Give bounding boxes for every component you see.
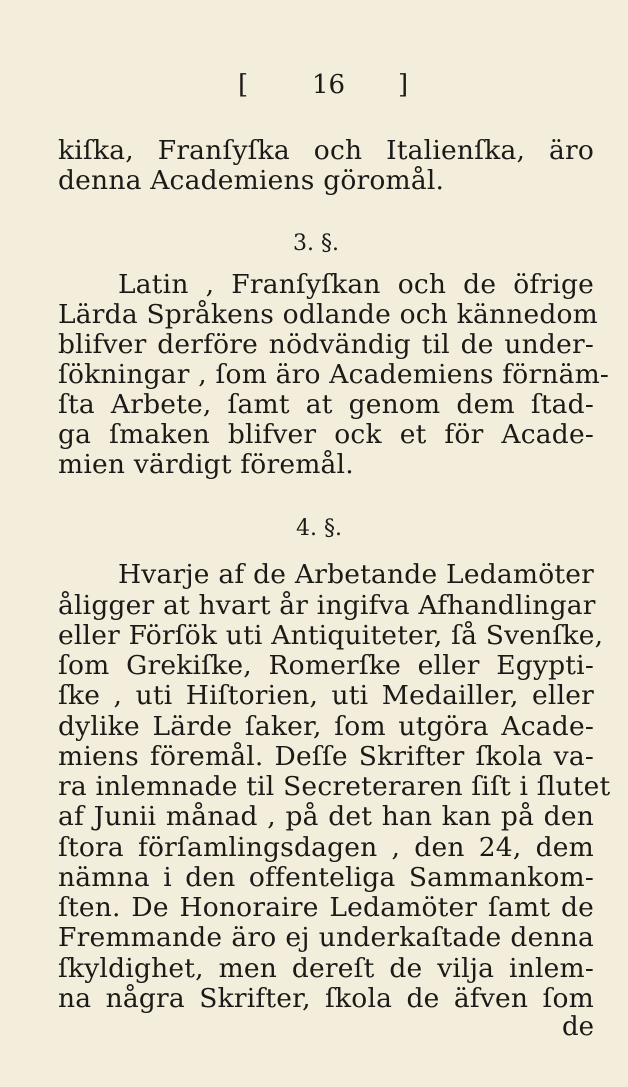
text-line: ga ſmaken blifver ock et för Acade- [58, 419, 594, 450]
text-line: eller Förſök uti Antiquiteter, ſå Svenſke, [58, 620, 604, 651]
text-line: na några Skrifter, ſkola de äfven ſom [58, 983, 594, 1014]
text-line: Fremmande äro ej underkaſtade denna [58, 922, 594, 953]
header-bracket-right: ] [398, 70, 409, 100]
text-line: miens föremål. Deſſe Skrifter ſkola va- [58, 741, 594, 772]
text-line: ſtora förſamlingsdagen , den 24, dem [58, 832, 594, 863]
text-line: blifver derföre nödvändig til de under- [58, 329, 594, 360]
text-line: nämna i den offenteliga Sammankom- [58, 862, 594, 893]
text-line: ra inlemnade til Secreteraren ſiſt i ſlutet [58, 771, 611, 802]
text-line: dylike Lärde ſaker, ſom utgöra Acade- [58, 711, 594, 742]
header-bracket-left: [ [238, 70, 249, 100]
text-line: Lärda Språkens odlande och kännedom [58, 299, 599, 330]
page-number: 16 [312, 70, 346, 100]
catchword: de [561, 1012, 594, 1042]
text-line: ſkyldighet, men dereſt de vilja inlem- [58, 953, 594, 984]
text-line: ſom Grekiſke, Romerſke eller Egypti- [58, 650, 594, 681]
text-line: Hvarje af de Arbetande Ledamöter [118, 559, 594, 590]
text-line: kiſka, Franſyſka och Italienſka, äro [58, 135, 594, 166]
text-line: Latin , Franſyſkan och de öfrige [118, 269, 594, 300]
section-heading-3: 3. §. [293, 231, 339, 256]
page-header [0, 70, 628, 110]
text-line: ſta Arbete, ſamt at genom dem ſtad- [58, 389, 594, 420]
text-line: af Junii månad , på det han kan på den [58, 801, 594, 832]
section-heading-4: 4. §. [296, 516, 342, 541]
text-line: ſke , uti Hiſtorien, uti Medailler, eller [58, 680, 594, 711]
text-line: ſökningar , ſom äro Academiens förnäm- [58, 359, 610, 390]
text-line: denna Academiens göromål. [58, 165, 445, 196]
text-line: ſten. De Honoraire Ledamöter ſamt de [58, 892, 594, 923]
text-line: åligger at hvart år ingifva Afhandlingar [58, 590, 596, 621]
text-line: mien värdigt föremål. [58, 449, 354, 480]
